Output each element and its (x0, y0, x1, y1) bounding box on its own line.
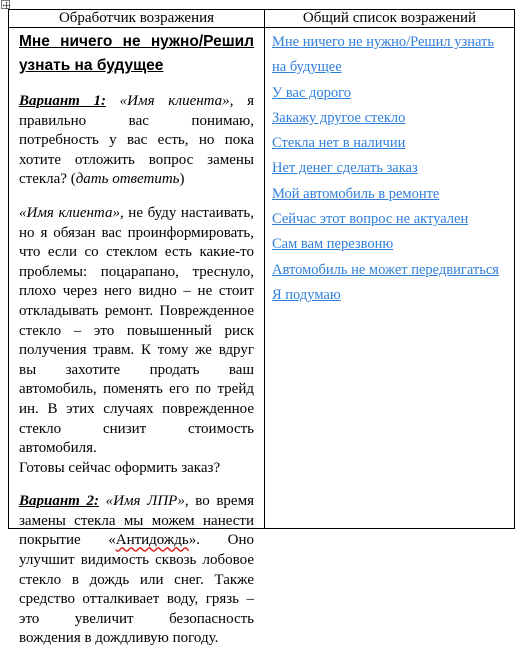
objection-link[interactable]: У вас дорого (272, 84, 352, 101)
objection-link[interactable]: Мой автомобиль в ремонте (272, 185, 440, 202)
variant-2-text-1: , во время замены стекла мы можем нанести покрытие « (19, 493, 254, 549)
table-header-row (9, 10, 515, 28)
argument-text: , не буду настаивать, но я обязан вас проинформировать, что если со стеклом есть какие-то проблемы: поцарапано, треснуло, плохо через него видно – не стоит откладывать ремонт. Поврежденное стекло – это повышенный риск получения травм. К тому же вдруг вы захотите продать ваш автомобиль, поменять его по трейд ин. В этих случаях поврежденное стекло снизит стоимость автомобиля. (19, 204, 254, 457)
objection-link[interactable]: Мне ничего не нужно/Решил узнать на будущее (272, 34, 494, 76)
variant-1-paragraph (19, 92, 254, 190)
variant-1-close: ) (179, 171, 185, 188)
decision-maker-placeholder: «Имя ЛПР» (105, 493, 185, 510)
objection-link[interactable]: Закажу другое стекло (272, 109, 406, 126)
objection-link[interactable]: Нет денег сделать заказ (272, 160, 418, 177)
header-objection-list: Общий список возражений (265, 10, 515, 28)
objection-link[interactable]: Сам вам перезвоню (272, 236, 394, 253)
closing-question: Готовы сейчас оформить заказ? (19, 459, 221, 476)
objections-table (8, 9, 515, 647)
objection-link[interactable]: Стекла нет в наличии (272, 135, 406, 152)
variant-2-label: Вариант 2: (19, 493, 99, 510)
variant-2-paragraph (19, 492, 254, 649)
product-name: Антидождь (115, 532, 189, 549)
objection-link[interactable]: Автомобиль не может передвигаться (272, 261, 499, 278)
variant-1-argument (19, 204, 254, 478)
client-name-placeholder-2: «Имя клиента» (19, 204, 120, 221)
client-name-placeholder: «Имя клиента» (119, 93, 230, 109)
table-body-row (9, 28, 515, 529)
objection-link[interactable]: Я подумаю (272, 286, 341, 303)
objection-title: Мне ничего не нужно/Решил узнать на будущее (19, 33, 254, 74)
table-move-handle-icon[interactable] (1, 0, 10, 9)
handler-cell[interactable] (9, 28, 265, 647)
variant-1-label: Вариант 1: (19, 93, 106, 109)
variant-2-text-2: ». Оно улучшит видимость сквозь лобовое стекло в дождь или снег. Также средство отталкивает воду, грязь – это увеличит безопасность вождения в дождливую погоду. (19, 532, 254, 647)
objection-link[interactable]: Сейчас этот вопрос не актуален (272, 211, 469, 228)
variant-1-text: , я правильно вас понимаю, потребность у вас есть, но пока хотите отложить вопрос замены стекла? ( (19, 93, 254, 188)
objection-link-list (272, 30, 510, 308)
objection-list-cell (265, 28, 515, 529)
header-handler: Обработчик возражения (9, 10, 265, 28)
variant-1-hint: дать ответить (75, 171, 180, 188)
